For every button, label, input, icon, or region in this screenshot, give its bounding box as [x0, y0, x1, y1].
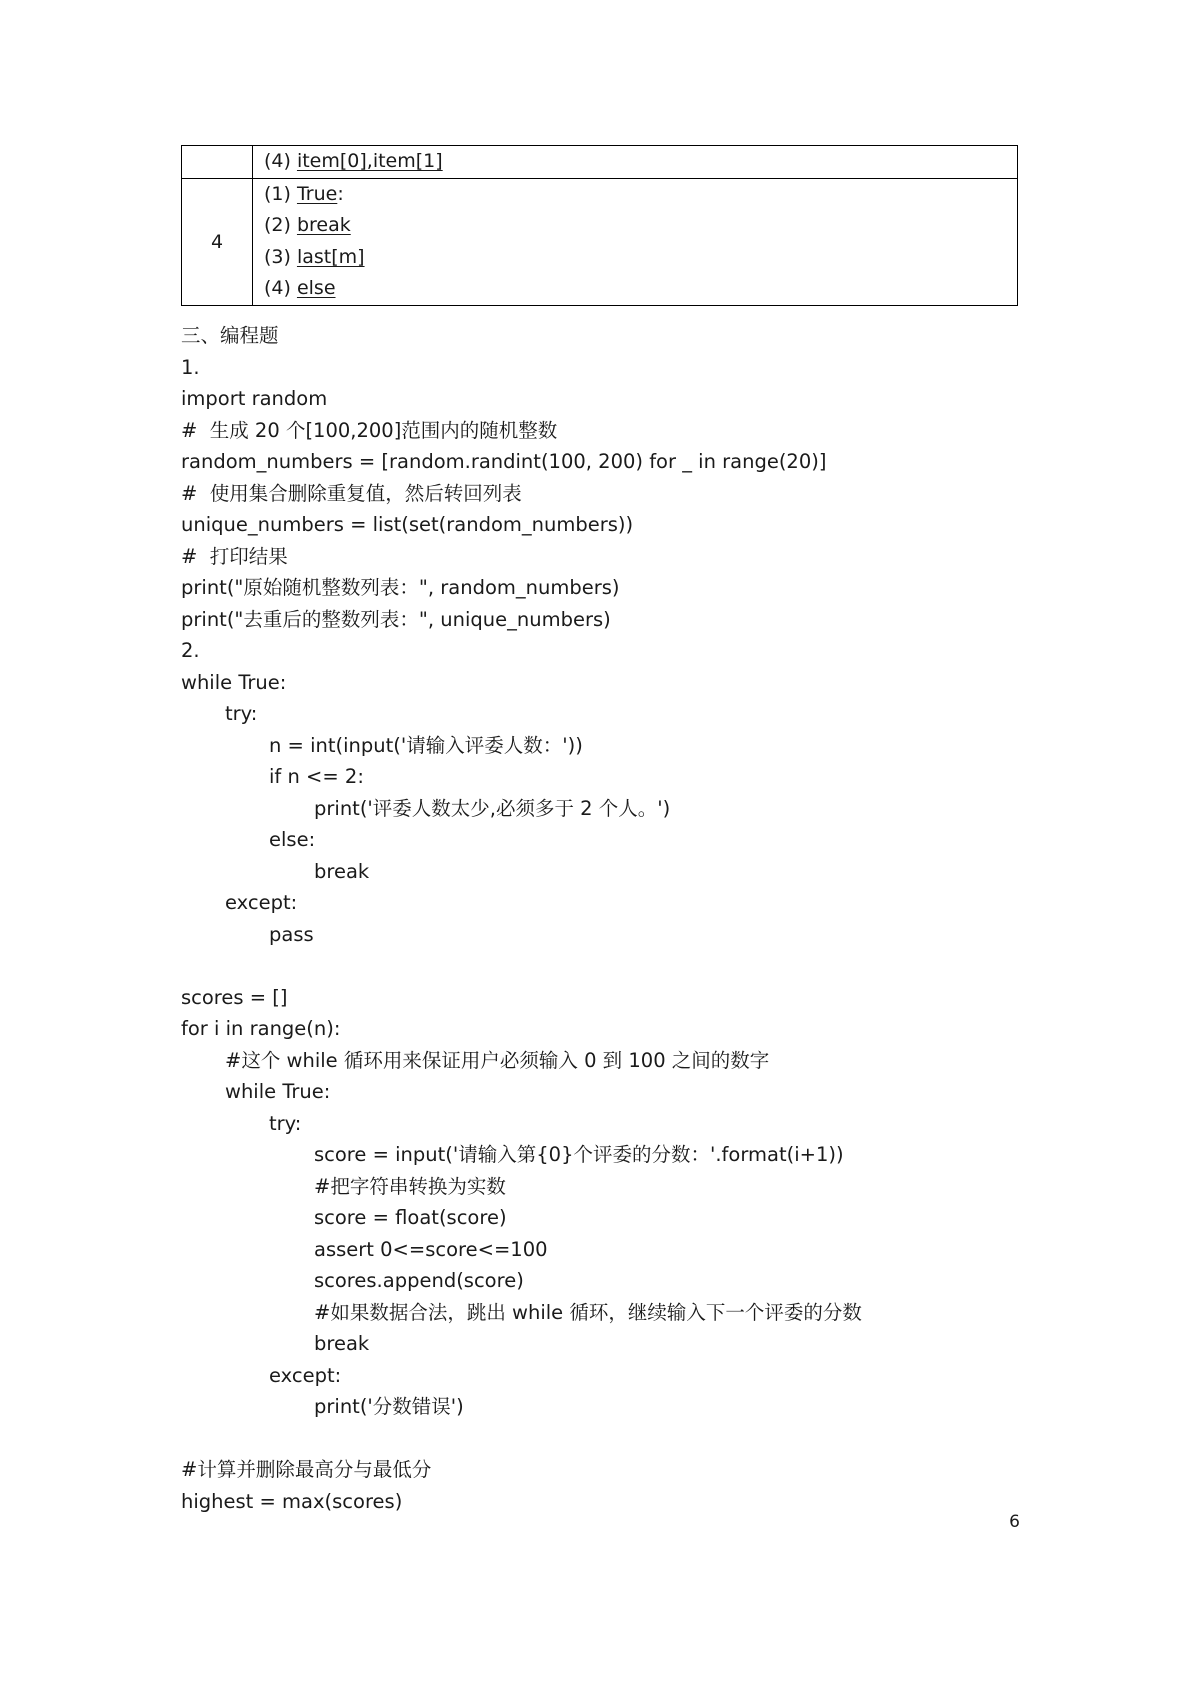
code-line: print('分数错误')	[314, 1395, 464, 1418]
code-line: pass	[269, 922, 314, 946]
blank-line	[181, 1423, 1021, 1455]
code-line: scores.append(score)	[314, 1269, 524, 1292]
code-line: for i in range(n):	[181, 1017, 341, 1040]
code-line: print("原始随机整数列表：", random_numbers)	[181, 576, 620, 599]
code-comment: # 使用集合删除重复值，然后转回列表	[181, 481, 522, 505]
code-line: else:	[269, 828, 316, 851]
underlined-answer: item[0],item[1]	[296, 150, 443, 172]
code-line: score = input('请输入第{0}个评委的分数：'.format(i+1))	[314, 1143, 844, 1166]
code-line: assert 0<=score<=100	[314, 1237, 548, 1261]
blank-line	[181, 950, 1021, 982]
code-line: if n <= 2:	[269, 765, 364, 788]
main-content	[181, 320, 1021, 1517]
code-line: print("去重后的整数列表：", unique_numbers)	[181, 607, 611, 631]
answer-cell	[253, 146, 1018, 179]
code-comment: # 打印结果	[181, 544, 288, 568]
code-line: import random	[181, 387, 328, 410]
code-line: print('评委人数太少,必须多于 2 个人。')	[314, 796, 671, 820]
code-comment: #把字符串转换为实数	[314, 1174, 506, 1198]
answer-table	[181, 145, 1018, 306]
code-line: while True:	[225, 1080, 331, 1103]
code-comment: #计算并删除最高分与最低分	[181, 1458, 432, 1481]
code-line: n = int(input('请输入评委人数：'))	[269, 733, 583, 757]
underlined-answer: break	[296, 214, 351, 236]
answer-line: (4) else	[264, 277, 336, 299]
code-line: score = float(score)	[314, 1206, 507, 1229]
code-comment: #这个 while 循环用来保证用户必须输入 0 到 100 之间的数字	[225, 1048, 770, 1072]
question-label: 2.	[181, 639, 200, 662]
code-line: unique_numbers = list(set(random_numbers))	[181, 513, 634, 536]
code-line: try:	[225, 702, 258, 725]
question-number-cell: 4	[182, 178, 253, 305]
code-line: break	[314, 1332, 370, 1355]
underlined-answer: True	[296, 182, 338, 205]
answer-line: (3) last[m]	[264, 245, 365, 268]
question-number-cell	[182, 146, 253, 179]
code-line: highest = max(scores)	[181, 1489, 403, 1513]
answer-line: (2) break	[264, 214, 351, 236]
answer-line: (4) item[0],item[1]	[264, 150, 443, 172]
code-line: except:	[225, 891, 298, 914]
code-line: random_numbers = [random.randint(100, 200) for _ in range(20)]	[181, 450, 827, 473]
underlined-answer: else	[296, 277, 336, 299]
code-comment: # 生成 20 个[100,200]范围内的随机整数	[181, 418, 558, 442]
code-line: while True:	[181, 670, 287, 694]
code-comment: #如果数据合法，跳出 while 循环，继续输入下一个评委的分数	[314, 1300, 862, 1324]
code-line: try:	[269, 1111, 302, 1135]
table-row	[182, 178, 1018, 305]
section-heading: 三、编程题	[181, 324, 279, 347]
code-line: except:	[269, 1363, 342, 1387]
page-number: 6	[1009, 1512, 1020, 1532]
answer-cell	[253, 178, 1018, 305]
underlined-answer: last[m]	[296, 245, 365, 268]
code-line: scores = []	[181, 985, 288, 1009]
code-line: break	[314, 859, 370, 883]
question-label: 1.	[181, 355, 200, 379]
answer-line: (1) True:	[264, 182, 344, 205]
table-row	[182, 146, 1018, 179]
